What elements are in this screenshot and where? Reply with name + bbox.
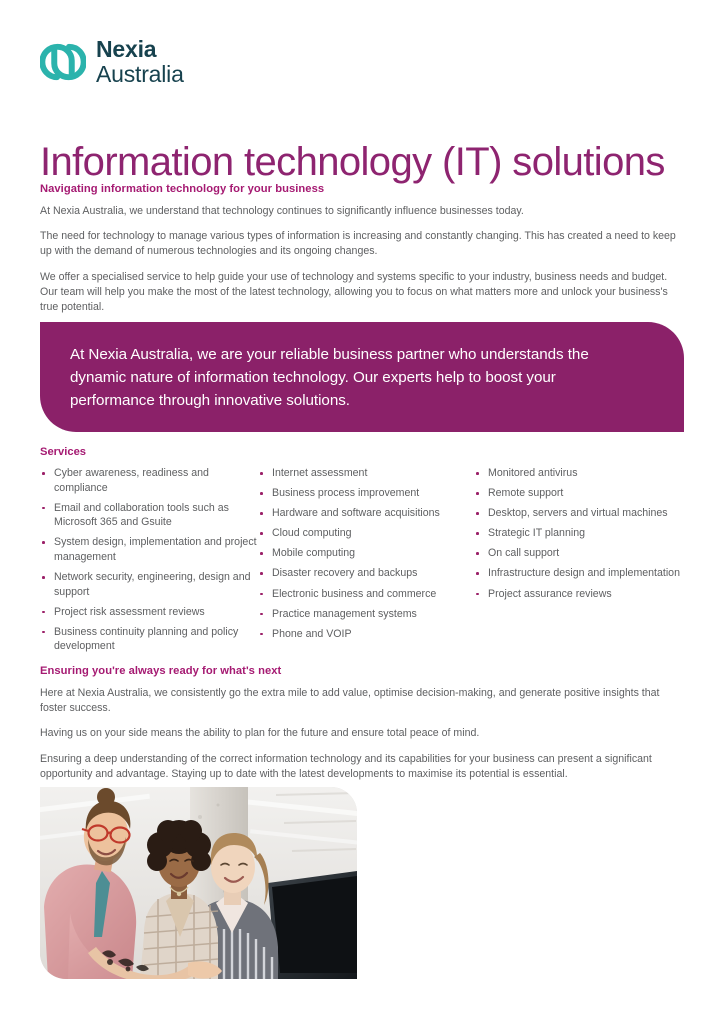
ensuring-paragraph-2: Having us on your side means the ability to plan for the future and ensure total peace of mind. [40, 727, 480, 740]
services-column-1 [40, 466, 258, 660]
intro-section [40, 183, 684, 315]
services-column-3 [474, 466, 688, 660]
ensuring-heading: Ensuring you're always ready for what's next [40, 665, 282, 677]
intro-paragraph-2: The need for technology to manage various types of information is increasing and constantly changing. This has created a need to keep up with the demand of numerous technologies and its ongoing changes. [40, 230, 676, 258]
list-item: Electronic business and commerce [258, 587, 474, 602]
list-item: Business process improvement [258, 486, 474, 501]
services-section [40, 446, 688, 660]
list-item: Email and collaboration tools such as Microsoft 365 and Gsuite [40, 501, 258, 530]
brand-logo [40, 38, 184, 86]
services-list-1 [40, 466, 258, 654]
list-item: Disaster recovery and backups [258, 566, 474, 581]
ensuring-paragraph-3: Ensuring a deep understanding of the correct information technology and its capabilities for your business can present a significant opportunity and advantage. Staying up to date with the latest developments to maximise its potential is essential. [40, 752, 652, 780]
services-heading: Services [40, 446, 87, 458]
list-item: Cyber awareness, readiness and compliance [40, 466, 258, 495]
list-item: On call support [474, 546, 688, 561]
list-item: Strategic IT planning [474, 526, 688, 541]
services-list-2 [258, 466, 474, 641]
intro-paragraph-3: We offer a specialised service to help guide your use of technology and systems specific to your industry, business needs and budget. Our team will help you make the most of the latest technology, allowing you to focus on what matters more and unlock your business's true potential. [40, 270, 668, 314]
list-item: Phone and VOIP [258, 627, 474, 642]
intro-heading: Navigating information technology for your business [40, 183, 325, 195]
list-item: Desktop, servers and virtual machines [474, 506, 688, 521]
list-item: Remote support [474, 486, 688, 501]
list-item: Mobile computing [258, 546, 474, 561]
ensuring-paragraph-1: Here at Nexia Australia, we consistently go the extra mile to add value, optimise decision-making, and generate positive insights that foster success. [40, 687, 660, 715]
highlight-callout-box [40, 322, 684, 432]
ensuring-section [40, 665, 688, 782]
list-item: Infrastructure design and implementation [474, 566, 688, 581]
team-photo-illustration [40, 787, 357, 979]
list-item: Practice management systems [258, 607, 474, 622]
list-item: Internet assessment [258, 466, 474, 481]
intro-paragraph-1: At Nexia Australia, we understand that technology continues to significantly influence businesses today. [40, 205, 524, 217]
team-photo [40, 787, 357, 979]
nexia-loop-mark-icon [40, 39, 86, 85]
brand-name-line1: Nexia [96, 36, 157, 62]
list-item: Business continuity planning and policy development [40, 625, 258, 654]
brand-wordmark [96, 38, 184, 86]
list-item: Project risk assessment reviews [40, 605, 258, 620]
list-item: Project assurance reviews [474, 587, 688, 602]
page-title: Information technology (IT) solutions [40, 139, 665, 184]
list-item: Hardware and software acquisitions [258, 506, 474, 521]
list-item: Cloud computing [258, 526, 474, 541]
list-item: Monitored antivirus [474, 466, 688, 481]
list-item: System design, implementation and project management [40, 535, 258, 564]
callout-text: At Nexia Australia, we are your reliable business partner who understands the dynamic nature of information technology. Our experts help to boost your performance through innovative solutions. [70, 345, 589, 409]
services-column-2 [258, 466, 474, 660]
brand-name-line2: Australia [96, 61, 184, 87]
services-list-3 [474, 466, 688, 601]
list-item: Network security, engineering, design and support [40, 570, 258, 599]
